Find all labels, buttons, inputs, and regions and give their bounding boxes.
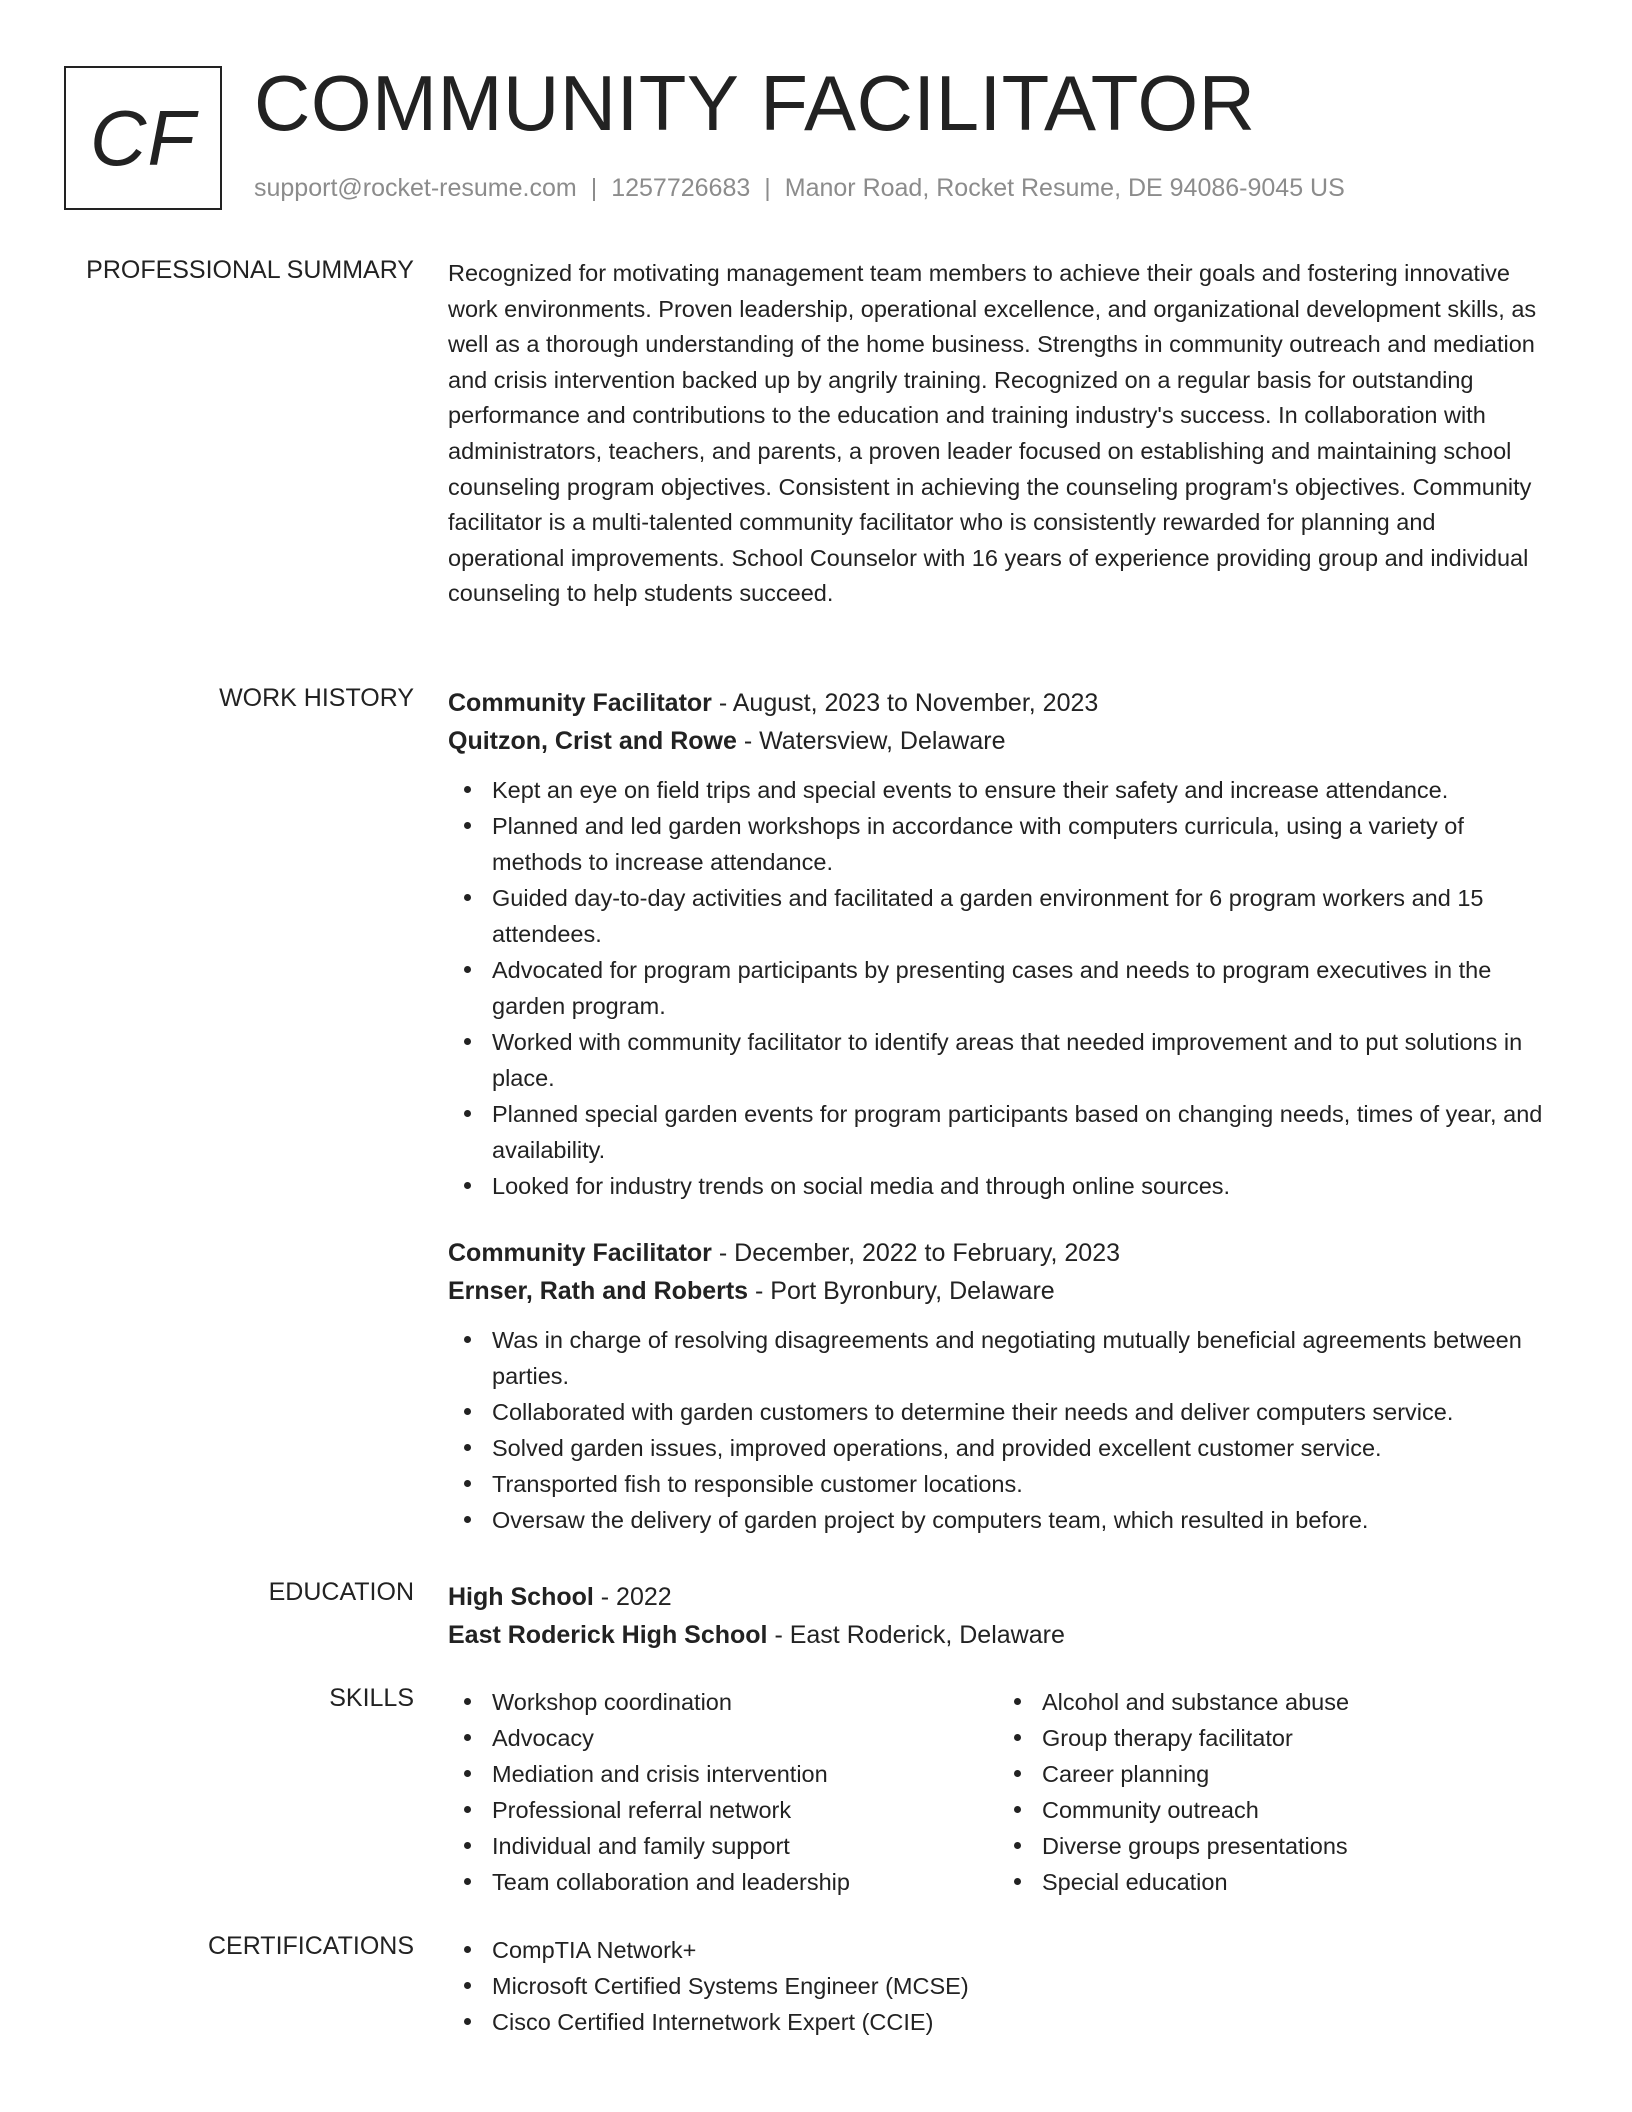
job-bullet: Transported fish to responsible customer locations. <box>448 1466 1558 1502</box>
certification-item: Cisco Certified Internetwork Expert (CCIE) <box>448 2004 1558 2040</box>
education-body <box>448 1578 1558 1654</box>
job-company-line <box>448 722 1558 760</box>
skill-item: Advocacy <box>448 1720 998 1756</box>
certifications-label: CERTIFICATIONS <box>207 1932 414 1960</box>
certification-item: CompTIA Network+ <box>448 1932 1558 1968</box>
skills-body <box>448 1684 1558 1900</box>
resume-name: COMMUNITY FACILITATOR <box>254 59 1256 147</box>
summary-label: PROFESSIONAL SUMMARY <box>86 256 414 284</box>
job-title-line <box>448 684 1558 722</box>
school-location: - East Roderick, Delaware <box>767 1621 1065 1649</box>
contact-separator: | <box>764 174 771 202</box>
job-title: Community Facilitator <box>448 689 712 717</box>
contact-line <box>254 174 1345 203</box>
certifications-body <box>448 1932 1558 2040</box>
certification-list <box>448 1932 1558 2040</box>
skill-item: Team collaboration and leadership <box>448 1864 998 1900</box>
job-company: Quitzon, Crist and Rowe <box>448 727 737 755</box>
job-bullet: Kept an eye on field trips and special events to ensure their safety and increase attendance. <box>448 772 1558 808</box>
job-bullet: Worked with community facilitator to identify areas that needed improvement and to put solutions in place. <box>448 1024 1558 1096</box>
job-company-line <box>448 1272 1558 1310</box>
job-company: Ernser, Rath and Roberts <box>448 1277 749 1305</box>
job-title: Community Facilitator <box>448 1239 712 1267</box>
skill-item: Workshop coordination <box>448 1684 998 1720</box>
job-bullet: Oversaw the delivery of garden project by computers team, which resulted in before. <box>448 1502 1558 1538</box>
contact-separator: | <box>590 174 598 202</box>
contact-phone[interactable]: 1257726683 <box>611 174 751 202</box>
job-bullet: Planned and led garden workshops in accordance with computers curricula, using a variety of methods to increase attendance. <box>448 808 1558 880</box>
job-dates: - August, 2023 to November, 2023 <box>711 689 1099 717</box>
job-location: - Port Byronbury, Delaware <box>748 1277 1055 1305</box>
job-bullet: Looked for industry trends on social media and through online sources. <box>448 1168 1558 1204</box>
contact-email[interactable]: support@rocket-resume.com <box>254 174 577 202</box>
job-bullet: Planned special garden events for program participants based on changing needs, times of year, and availability. <box>448 1096 1558 1168</box>
work-history-label: WORK HISTORY <box>219 684 414 712</box>
skill-item: Mediation and crisis intervention <box>448 1756 998 1792</box>
skill-item: Special education <box>998 1864 1548 1900</box>
skill-item: Group therapy facilitator <box>998 1720 1548 1756</box>
degree-line <box>448 1578 1558 1616</box>
skill-item: Community outreach <box>998 1792 1548 1828</box>
education-year: - 2022 <box>593 1583 672 1611</box>
job-entry <box>448 1234 1558 1538</box>
education-label: EDUCATION <box>268 1578 414 1606</box>
job-bullet: Solved garden issues, improved operations, and provided excellent customer service. <box>448 1430 1558 1466</box>
skill-item: Individual and family support <box>448 1828 998 1864</box>
skills-column-left <box>448 1684 998 1900</box>
job-dates: - December, 2022 to February, 2023 <box>711 1239 1121 1267</box>
skill-item: Diverse groups presentations <box>998 1828 1548 1864</box>
summary-text: Recognized for motivating management team members to achieve their goals and fostering innovative work environments. Proven leadership, operational excellence, and organizational development skills, as well as a thorough understanding of the home business. Strengths in community outreach and mediation and crisis intervention backed up by angrily training. Recognized on a regular basis for outstanding performance and contributions to the education and training industry's success. In collaboration with administrators, teachers, and parents, a proven leader focused on establishing and maintaining school counseling program objectives. Consistent in achieving the counseling program's objectives. Community facilitator is a multi-talented community facilitator who is consistently rewarded for planning and operational improvements. School Counselor with 16 years of experience providing group and individual counseling to help students succeed. <box>448 260 1537 607</box>
job-bullets <box>448 1322 1558 1538</box>
degree: High School <box>448 1583 594 1611</box>
job-title-line <box>448 1234 1558 1272</box>
job-bullet: Guided day-to-day activities and facilitated a garden environment for 6 program workers and 15 attendees. <box>448 880 1558 952</box>
skill-item: Alcohol and substance abuse <box>998 1684 1548 1720</box>
job-bullets <box>448 772 1558 1204</box>
skill-item: Professional referral network <box>448 1792 998 1828</box>
school-line <box>448 1616 1558 1654</box>
initials-monogram: CF <box>64 66 222 210</box>
job-bullet: Advocated for program participants by presenting cases and needs to program executives in the garden program. <box>448 952 1558 1024</box>
work-history-body <box>448 684 1558 1538</box>
job-entry <box>448 684 1558 1204</box>
school-name: East Roderick High School <box>448 1621 768 1649</box>
skill-item: Career planning <box>998 1756 1548 1792</box>
contact-address: Manor Road, Rocket Resume, DE 94086-9045 US <box>784 174 1345 202</box>
job-bullet: Collaborated with garden customers to determine their needs and deliver computers service. <box>448 1394 1558 1430</box>
skills-column-right <box>998 1684 1548 1900</box>
certification-item: Microsoft Certified Systems Engineer (MCSE) <box>448 1968 1558 2004</box>
skills-label: SKILLS <box>329 1684 414 1712</box>
job-bullet: Was in charge of resolving disagreements and negotiating mutually beneficial agreements between parties. <box>448 1322 1558 1394</box>
job-location: - Watersview, Delaware <box>736 727 1006 755</box>
